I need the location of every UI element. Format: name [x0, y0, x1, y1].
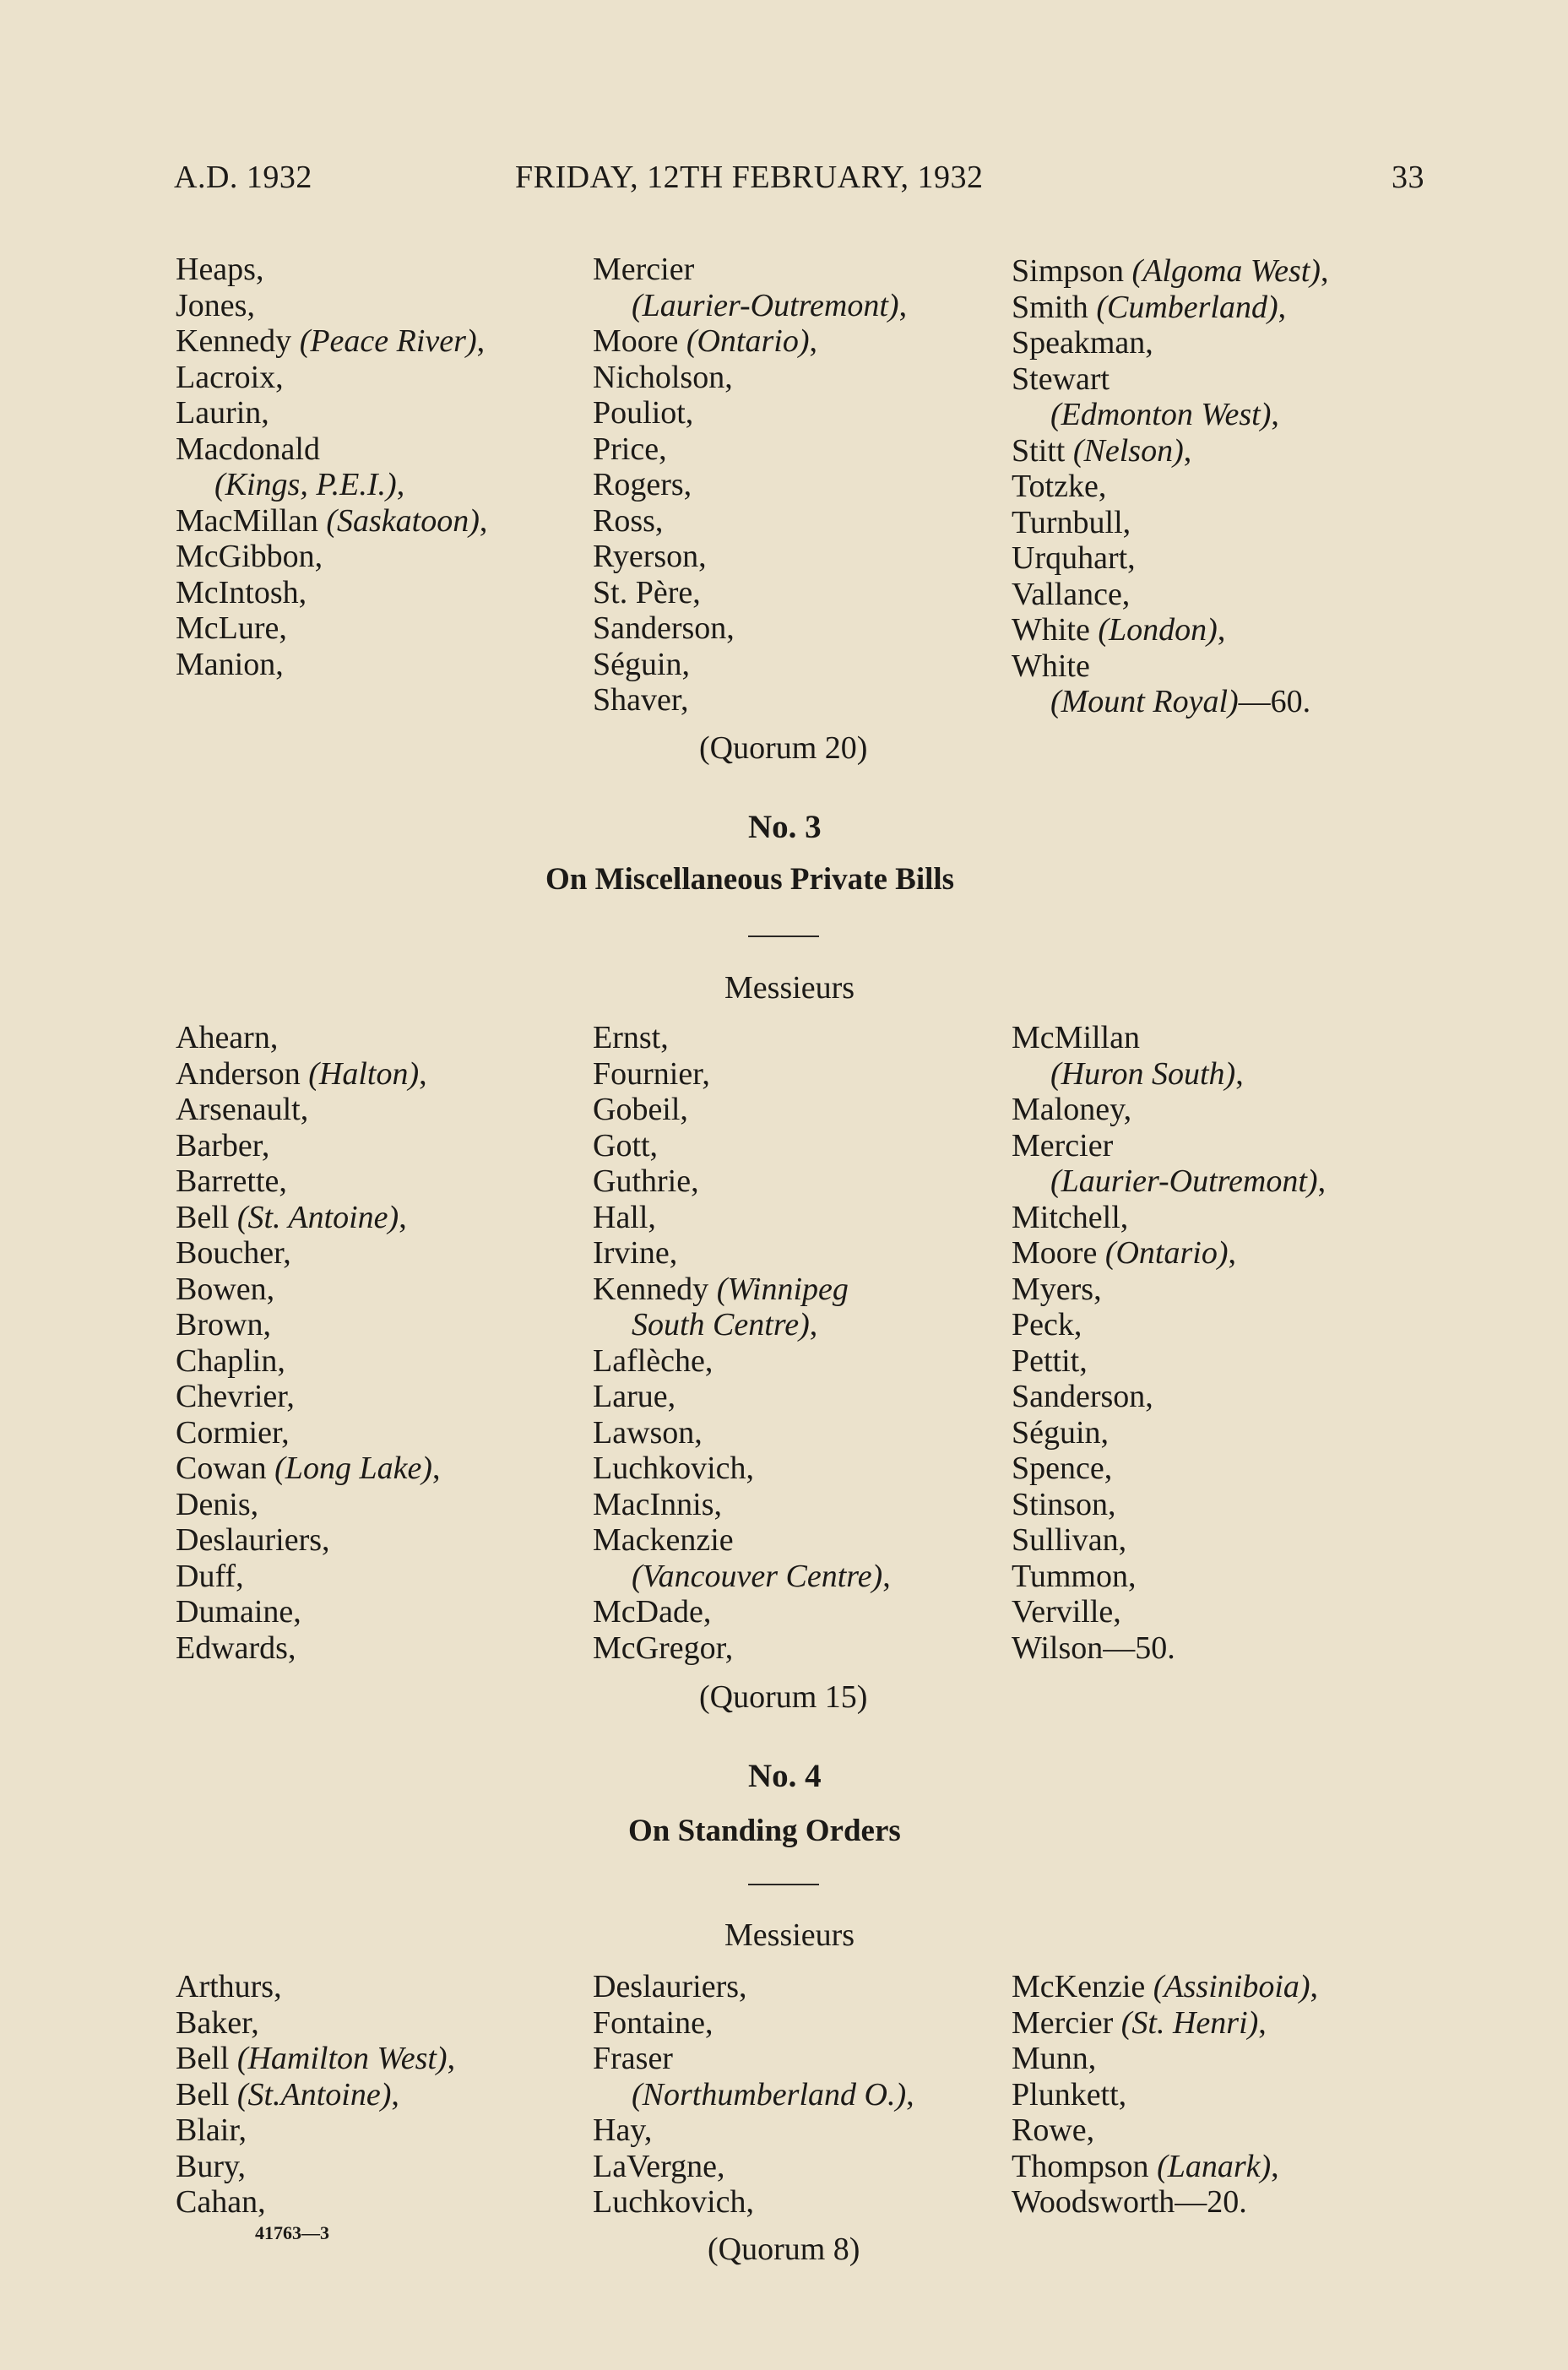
member-name: Turnbull,: [1012, 504, 1131, 540]
member-name: Woodsworth—20.: [1012, 2184, 1247, 2220]
member-name: Urquhart,: [1012, 540, 1136, 576]
member-name: (Laurier-Outremont),: [632, 287, 908, 323]
member-name: Luchkovich,: [593, 2184, 755, 2220]
member-name: Bell (St.Antoine),: [176, 2076, 399, 2112]
member-name: Laflèche,: [593, 1342, 713, 1379]
member-name: (Northumberland O.),: [632, 2076, 914, 2112]
member-name: (Edmonton West),: [1050, 397, 1279, 432]
member-name: Rowe,: [1012, 2112, 1095, 2148]
member-name: Maloney,: [1012, 1092, 1132, 1127]
section1-col1: [176, 252, 487, 682]
member-name: South Centre),: [632, 1307, 818, 1342]
member-name: Ross,: [593, 502, 664, 539]
section3-divider: [748, 1884, 819, 1885]
section2-col2: [593, 1020, 891, 1666]
member-name: Cahan,: [176, 2184, 266, 2220]
member-name: Simpson (Algoma West),: [1012, 253, 1329, 289]
member-name: Blair,: [176, 2112, 247, 2148]
member-name: Kennedy (Winnipeg: [593, 1271, 849, 1307]
member-name: Stinson,: [1012, 1486, 1116, 1522]
section2-quorum: (Quorum 15): [699, 1679, 868, 1715]
member-name: McGibbon,: [176, 539, 323, 574]
member-name: (Huron South),: [1050, 1055, 1244, 1092]
member-name: Mitchell,: [1012, 1199, 1129, 1235]
member-name: Rogers,: [593, 467, 692, 502]
member-name: Thompson (Lanark),: [1012, 2148, 1279, 2184]
section3-col2: [593, 1969, 914, 2221]
member-name: Barber,: [176, 1127, 270, 1163]
section3-title: On Standing Orders: [628, 1814, 901, 1848]
member-name: Speakman,: [1012, 325, 1153, 361]
member-name: Cormier,: [176, 1414, 290, 1451]
member-name: Manion,: [176, 646, 284, 682]
member-name: (Vancouver Centre),: [632, 1558, 891, 1594]
member-name: LaVergne,: [593, 2148, 725, 2184]
page-header: [174, 159, 1424, 201]
member-name: Deslauriers,: [593, 1969, 747, 2004]
member-name: Macdonald: [176, 431, 320, 467]
member-name: Bowen,: [176, 1271, 275, 1307]
member-name: Totzke,: [1012, 469, 1107, 504]
member-name: Bury,: [176, 2148, 247, 2184]
section3-quorum: (Quorum 8): [708, 2232, 860, 2267]
member-name: Verville,: [1012, 1594, 1121, 1630]
member-name: Plunkett,: [1012, 2076, 1127, 2112]
section1-col2: [593, 252, 907, 719]
member-name: Cowan (Long Lake),: [176, 1451, 441, 1486]
member-name: Barrette,: [176, 1163, 287, 1199]
member-name: Bell (St. Antoine),: [176, 1199, 407, 1235]
header-year: A.D. 1932: [174, 160, 312, 195]
member-name: Spence,: [1012, 1451, 1113, 1486]
section3-number: No. 4: [748, 1758, 822, 1794]
member-name: Chaplin,: [176, 1342, 285, 1379]
member-name: Laurin,: [176, 395, 269, 431]
member-name: Gobeil,: [593, 1092, 688, 1127]
member-name: Sanderson,: [1012, 1379, 1153, 1414]
section2-messieurs: Messieurs: [724, 970, 855, 1006]
member-name: Mercier (St. Henri),: [1012, 2004, 1267, 2041]
member-name: (Laurier-Outremont),: [1050, 1163, 1327, 1199]
member-name: Edwards,: [176, 1630, 296, 1666]
member-name: Pettit,: [1012, 1342, 1088, 1379]
member-name: Ahearn,: [176, 1020, 279, 1055]
member-name: Gott,: [593, 1127, 659, 1163]
member-name: Price,: [593, 431, 667, 467]
member-name: MacMillan (Saskatoon),: [176, 502, 488, 539]
member-name: Séguin,: [593, 646, 691, 682]
member-name: Ryerson,: [593, 539, 707, 574]
member-name: Heaps,: [176, 252, 264, 287]
member-name: Hall,: [593, 1199, 656, 1235]
member-name: Lawson,: [593, 1414, 703, 1451]
header-date: FRIDAY, 12TH FEBRUARY, 1932: [515, 160, 984, 195]
member-name: McKenzie (Assiniboia),: [1012, 1969, 1319, 2004]
section2-title: On Miscellaneous Private Bills: [545, 862, 955, 897]
section2-col1: [176, 1020, 440, 1666]
member-name: Vallance,: [1012, 576, 1131, 612]
member-name: McDade,: [593, 1594, 712, 1630]
section2-divider: [748, 936, 819, 937]
member-name: Brown,: [176, 1307, 271, 1342]
member-name: Denis,: [176, 1486, 259, 1522]
member-name: St. Père,: [593, 574, 701, 610]
member-name: Bell (Hamilton West),: [176, 2041, 456, 2076]
member-name: McGregor,: [593, 1630, 734, 1666]
member-name: Dumaine,: [176, 1594, 301, 1630]
member-name: Duff,: [176, 1558, 244, 1594]
member-name: Kennedy (Peace River),: [176, 323, 486, 359]
section3-col3: [1012, 1969, 1318, 2221]
member-name: Myers,: [1012, 1271, 1102, 1307]
page-number: 33: [1392, 160, 1424, 195]
member-name: Larue,: [593, 1379, 676, 1414]
member-name: Arsenault,: [176, 1092, 309, 1127]
member-name: Deslauriers,: [176, 1522, 330, 1558]
section2-number: No. 3: [748, 809, 822, 845]
member-name: Ernst,: [593, 1020, 669, 1055]
member-name: Chevrier,: [176, 1379, 295, 1414]
section3-col1: [176, 1969, 455, 2221]
member-name: Séguin,: [1012, 1414, 1110, 1451]
section2-col3: [1012, 1020, 1326, 1666]
member-name: Arthurs,: [176, 1969, 282, 2004]
member-name: Stewart: [1012, 361, 1110, 397]
member-name: McMillan: [1012, 1020, 1140, 1055]
member-name: White (London),: [1012, 612, 1226, 648]
member-name: Tummon,: [1012, 1558, 1137, 1594]
member-name: Luchkovich,: [593, 1451, 755, 1486]
section1-col3: [1012, 253, 1328, 720]
member-name: Boucher,: [176, 1235, 291, 1271]
print-code: 41763—3: [255, 2222, 329, 2243]
member-name: Lacroix,: [176, 359, 284, 395]
member-name: Peck,: [1012, 1307, 1082, 1342]
section1-quorum: (Quorum 20): [699, 730, 868, 766]
member-name: Mercier: [593, 252, 695, 287]
member-name: Mercier: [1012, 1127, 1114, 1163]
member-name: (Kings, P.E.I.),: [214, 467, 405, 502]
member-name: McLure,: [176, 610, 287, 646]
member-name: White: [1012, 648, 1090, 684]
member-name: Smith (Cumberland),: [1012, 289, 1287, 325]
member-name: Moore (Ontario),: [1012, 1235, 1236, 1271]
member-name: Wilson—50.: [1012, 1630, 1175, 1666]
member-name: Pouliot,: [593, 395, 694, 431]
member-name: (Mount Royal)—60.: [1050, 684, 1311, 719]
member-name: Jones,: [176, 287, 255, 323]
member-name: MacInnis,: [593, 1486, 723, 1522]
section3-messieurs: Messieurs: [724, 1917, 855, 1953]
member-name: Nicholson,: [593, 359, 733, 395]
member-name: Hay,: [593, 2112, 653, 2148]
member-name: Irvine,: [593, 1235, 678, 1271]
member-name: Stitt (Nelson),: [1012, 432, 1192, 469]
member-name: Mackenzie: [593, 1522, 734, 1558]
member-name: Baker,: [176, 2004, 259, 2041]
member-name: Sanderson,: [593, 610, 735, 646]
member-name: Munn,: [1012, 2041, 1097, 2076]
member-name: Anderson (Halton),: [176, 1055, 427, 1092]
member-name: Fraser: [593, 2041, 673, 2076]
member-name: McIntosh,: [176, 574, 307, 610]
member-name: Moore (Ontario),: [593, 323, 817, 359]
member-name: Shaver,: [593, 682, 689, 718]
member-name: Guthrie,: [593, 1163, 699, 1199]
member-name: Sullivan,: [1012, 1522, 1127, 1558]
member-name: Fontaine,: [593, 2004, 713, 2041]
member-name: Fournier,: [593, 1055, 710, 1092]
